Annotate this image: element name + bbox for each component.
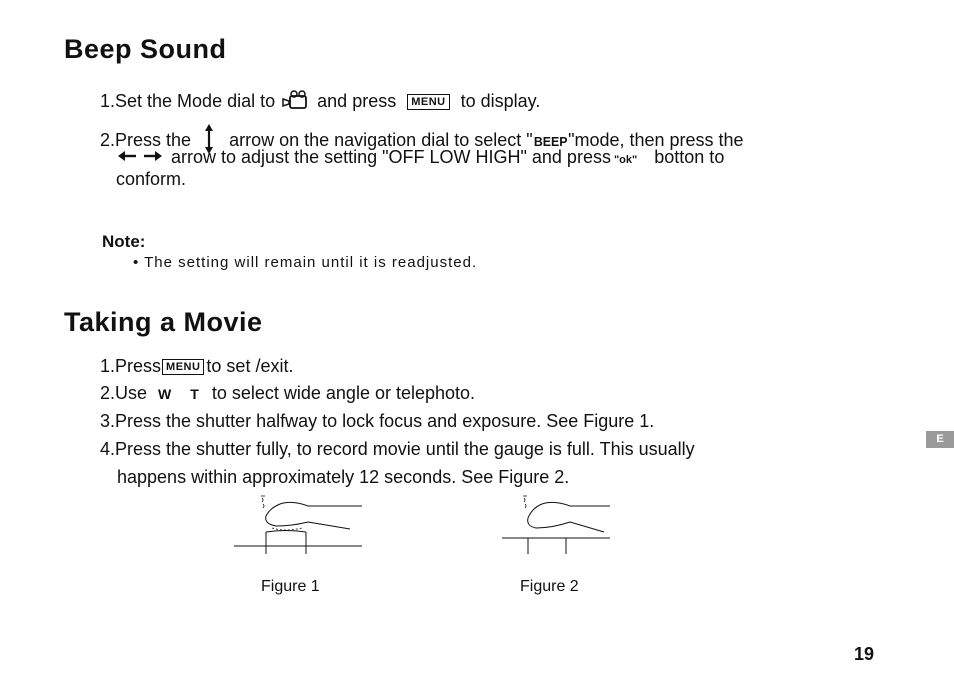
movie-step-4-line-1: 4.Press the shutter fully, to record movie until the gauge is full. This usually — [100, 439, 695, 459]
beep-step-2-after: "mode, then press the — [568, 130, 744, 150]
beep-step-2-line-2-end: botton to — [654, 147, 725, 167]
figure-1-illustration — [232, 494, 364, 559]
note-title: Note: — [102, 232, 146, 251]
beep-step-2-prefix: 2.Press the — [100, 130, 192, 150]
finger-press-icon — [261, 496, 362, 530]
note-text: • The setting will remain until it is readjusted. — [133, 254, 478, 271]
beep-step-1-prefix: 1.Set the Mode dial to — [100, 91, 276, 111]
movie-step-2 — [100, 384, 475, 402]
movie-step-3: 3.Press the shutter halfway to lock focus and exposure. See Figure 1. — [100, 411, 655, 431]
movie-step-1 — [100, 357, 293, 375]
left-right-arrow-icon — [118, 147, 162, 165]
ok-button-label: "ok" — [613, 154, 638, 166]
movie-step-1-suffix: to set /exit. — [206, 356, 294, 376]
movie-step-2-suffix: to select wide angle or telephoto. — [211, 383, 476, 403]
finger-press-icon — [523, 496, 610, 532]
beep-step-1-suffix: to display. — [460, 91, 541, 111]
figure-2-caption: Figure 2 — [520, 578, 579, 595]
figure-2-illustration — [500, 494, 612, 559]
movie-step-2-prefix: 2.Use — [100, 383, 148, 403]
beep-sound-title: Beep Sound — [64, 34, 227, 64]
beep-step-2-line-2-text: arrow to adjust the setting "OFF LOW HIGH" and press — [171, 147, 611, 167]
tele-t-label: T — [190, 386, 199, 402]
beep-step-2-line-3: conform. — [116, 169, 187, 189]
movie-step-4-line-2: happens within approximately 12 seconds. See Figure 2. — [117, 467, 570, 487]
wide-w-label: W — [158, 386, 172, 402]
beep-step-1-middle: and press — [317, 91, 397, 111]
figure-1-caption: Figure 1 — [261, 578, 320, 595]
language-tab: E — [926, 431, 954, 448]
taking-a-movie-title: Taking a Movie — [64, 307, 263, 337]
movie-step-1-prefix: 1.Press — [100, 356, 162, 376]
beep-label: BEEP — [533, 134, 568, 149]
beep-step-1 — [100, 90, 540, 113]
beep-step-2-middle: arrow on the navigation dial to select " — [229, 130, 533, 150]
page-number: 19 — [854, 644, 875, 664]
menu-button-label: MENU — [407, 94, 449, 110]
beep-step-2-line-2 — [118, 147, 724, 166]
movie-camera-icon — [282, 90, 310, 113]
menu-button-label: MENU — [162, 359, 204, 375]
